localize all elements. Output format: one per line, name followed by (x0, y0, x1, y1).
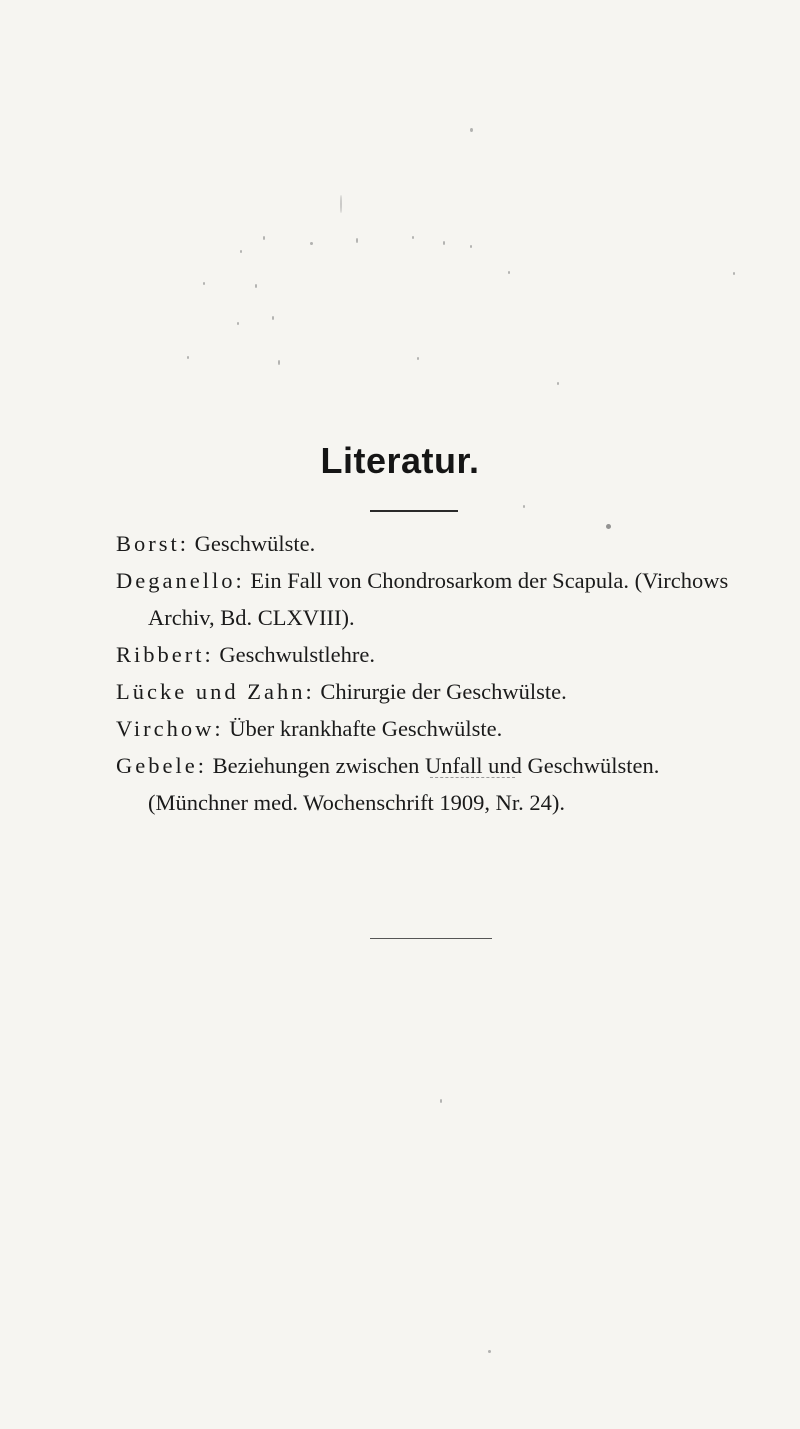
reference-author: Gebele: (116, 753, 207, 778)
reference-author: Ribbert: (116, 642, 214, 667)
reference-text: Über krankhafte Geschwülste. (223, 716, 503, 741)
reference-text: (Münchner med. Wochenschrift 1909, Nr. 24). (148, 790, 566, 815)
list-item-continuation (116, 599, 776, 636)
reference-text: Geschwülste. (189, 531, 316, 556)
list-item (116, 636, 776, 673)
title-divider (370, 510, 458, 512)
reference-author: Deganello: (116, 568, 245, 593)
reference-text: Beziehungen zwischen Unfall und Geschwülsten. (206, 753, 660, 778)
reference-text: Archiv, Bd. CLXVIII). (148, 605, 355, 630)
reference-text: Chirurgie der Geschwülste. (314, 679, 567, 704)
reference-author: Lücke und Zahn: (116, 679, 315, 704)
end-divider (370, 938, 492, 939)
list-item (116, 525, 776, 562)
reference-author: Virchow: (116, 716, 224, 741)
list-item (116, 710, 776, 747)
list-item (116, 562, 776, 599)
list-item (116, 673, 776, 710)
reference-author: Borst: (116, 531, 190, 556)
page-title: Literatur. (320, 440, 480, 481)
list-item-continuation (116, 784, 776, 821)
faint-divider (430, 777, 515, 779)
reference-text: Geschwulstlehre. (213, 642, 375, 667)
reference-text: Ein Fall von Chondrosarkom der Scapula. (Virchows (244, 568, 729, 593)
